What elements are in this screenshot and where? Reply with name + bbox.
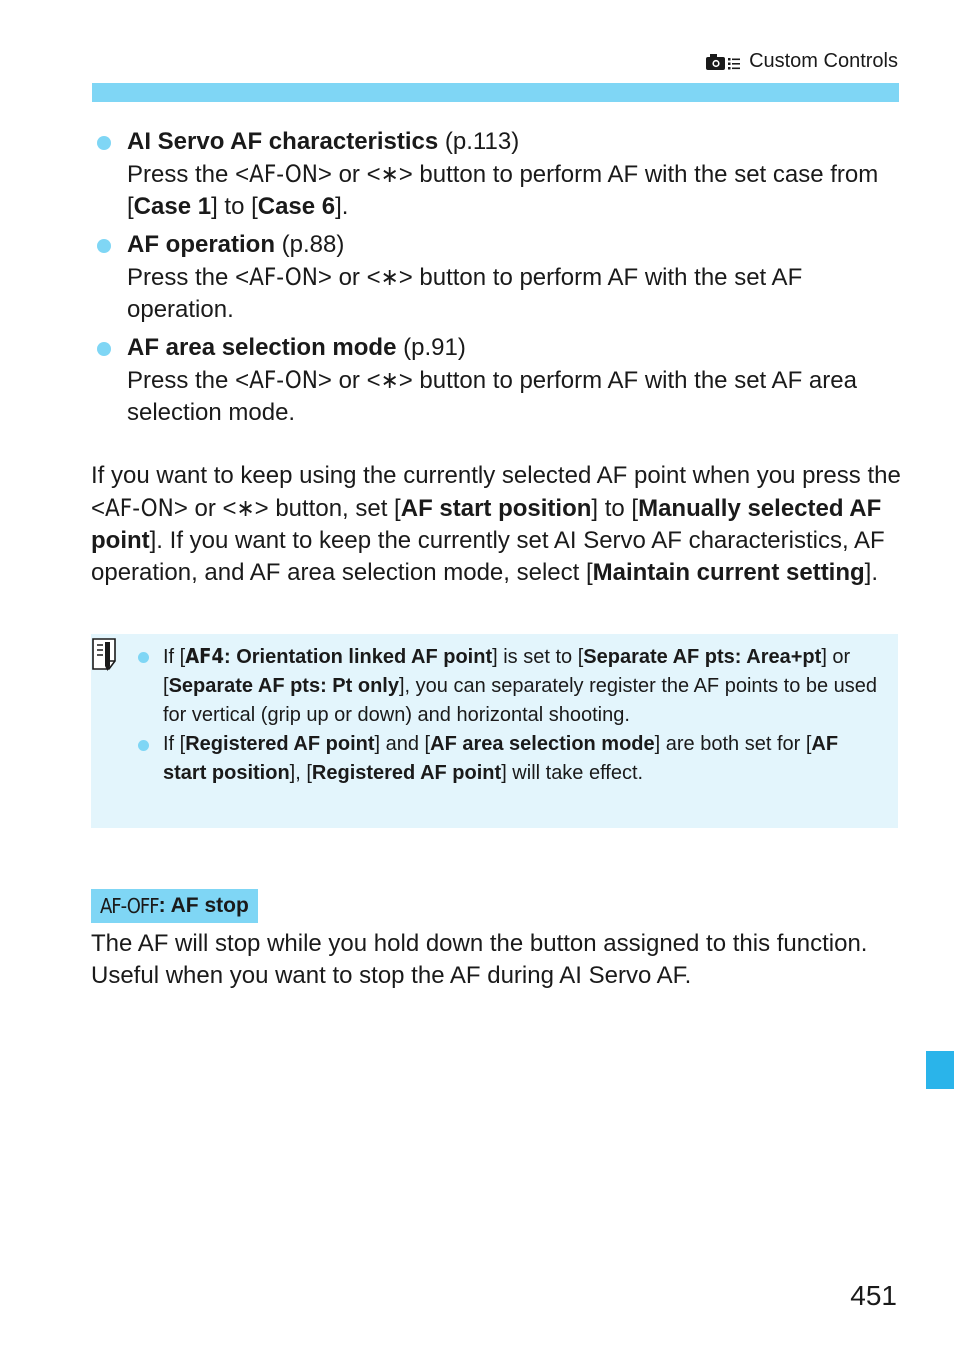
af-star-button-symbol: ∗ [236,494,255,522]
chapter-side-tab [926,1051,954,1089]
bullet-dot [97,342,111,356]
section-title: Custom Controls [749,50,898,72]
af-on-button-symbol: AF-ON [249,160,318,188]
af-on-button-symbol: AF-ON [105,494,174,522]
note-box [91,634,898,828]
bullet-dot [138,740,149,751]
page-ref: (p.88) [281,231,345,258]
bullet-dot [138,652,149,663]
bullet-title: AI Servo AF characteristics [127,128,439,155]
camera-menu-icon [705,53,741,71]
bullet-dot [97,136,111,150]
af-stop-heading [91,889,258,923]
af-on-button-symbol: AF-ON [249,263,318,291]
af-stop-description: The AF will stop while you hold down the button assigned to this function. Useful when you want to stop the AF during AI Servo AF. [91,930,868,989]
af-star-button-symbol: ∗ [380,366,399,394]
header-bar [92,83,899,102]
note-item: If [AF4: Orientation linked AF point] is set to [Separate AF pts: Area+pt] or [Separate AF pts: Pt only], you can separately register the AF points to be used for vertical (grip up or down) and horizontal shooting. [136,642,881,730]
bullet-ai-servo-af: AI Servo AF characteristics (p.113) Press the <AF-ON> or <∗> button to perform AF with the set case from [Case 1] to [Case 6]. [92,126,902,223]
af-menu-code: AF4 [185,644,224,668]
memo-note-icon [91,636,121,672]
af-off-icon: AF-OFF [100,894,159,918]
note-items [136,642,881,788]
af-start-position-paragraph: If you want to keep using the currently selected AF point when you press the <AF-ON> or <∗> button, set [AF start position] to [Manually selected AF point]. If you want to keep the currently set AI Servo AF characteristics, AF operation, and AF area selection mode, select [Maintain current setting]. [91,462,901,586]
page-ref: (p.91) [403,334,466,361]
note-item: If [Registered AF point] and [AF area selection mode] are both set for [AF start position], [Registered AF point] will take effect. [136,730,881,788]
bullet-dot [97,239,111,253]
bullet-list [92,126,902,435]
page-header [705,50,898,73]
af-star-button-symbol: ∗ [380,160,399,188]
page-ref: (p.113) [444,128,520,155]
af-on-button-symbol: AF-ON [249,366,318,394]
bullet-af-area-selection: AF area selection mode (p.91) Press the <AF-ON> or <∗> button to perform AF with the set AF area selection mode. [92,332,902,429]
bullet-title: AF operation [127,231,275,258]
bullet-title: AF area selection mode [127,334,397,361]
page-number: 451 [850,1280,897,1311]
bullet-af-operation: AF operation (p.88) Press the <AF-ON> or <∗> button to perform AF with the set AF operation. [92,229,902,326]
section-heading-title: : AF stop [158,894,249,917]
af-star-button-symbol: ∗ [380,263,399,291]
